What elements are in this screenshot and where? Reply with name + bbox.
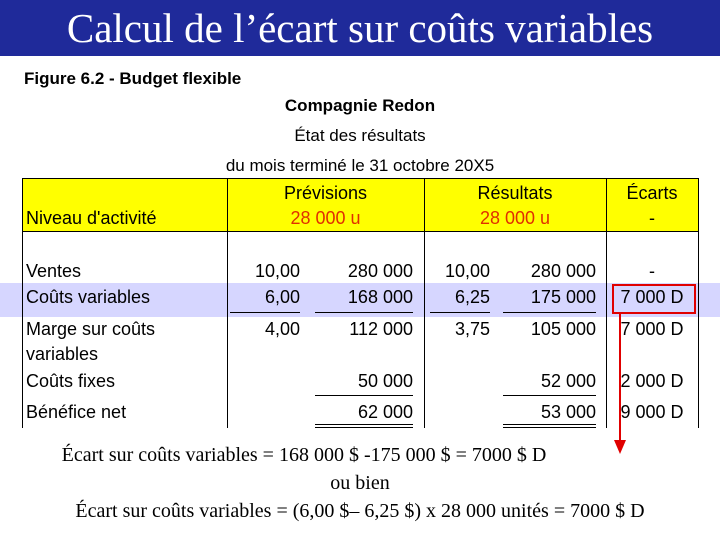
cell-res-unit: 10,00 xyxy=(444,261,490,281)
row-label-couts-fixes: Coûts fixes xyxy=(26,371,116,391)
cell-ecart: 7 000 D xyxy=(620,287,684,307)
statement-title: État des résultats xyxy=(294,126,426,145)
table-right-border xyxy=(698,178,699,428)
table-left-border xyxy=(22,178,23,428)
formula-line-2: ou bien xyxy=(330,472,390,494)
cell-res-unit: 3,75 xyxy=(454,319,490,339)
row-label-benefice-net: Bénéfice net xyxy=(26,402,127,422)
cell-prev-unit: 6,00 xyxy=(264,287,300,307)
subtotal-underline xyxy=(503,312,596,313)
table-top-border xyxy=(22,178,698,179)
cell-res-total: 280 000 xyxy=(530,261,596,281)
total-double-underline xyxy=(315,424,413,425)
cell-prev-unit: 4,00 xyxy=(264,319,300,339)
subtotal-underline xyxy=(230,312,300,313)
cell-res-total: 105 000 xyxy=(530,319,596,339)
subtotal-underline xyxy=(315,395,413,396)
subtotal-underline xyxy=(315,312,413,313)
row-label-marge-line2: variables xyxy=(26,344,99,364)
row-label-couts-variables: Coûts variables xyxy=(26,287,151,307)
cell-res-total: 53 000 xyxy=(540,402,596,422)
cell-res-unit: 6,25 xyxy=(454,287,490,307)
cell-ecart: 9 000 D xyxy=(620,402,684,422)
cell-res-total: 175 000 xyxy=(530,287,596,307)
cell-res-total: 52 000 xyxy=(540,371,596,391)
subtotal-underline xyxy=(503,395,596,396)
cell-prev-total: 62 000 xyxy=(357,402,413,422)
formula-line-1: Écart sur coûts variables = 168 000 $ -175 000 $ = 7000 $ D xyxy=(61,444,547,466)
statement-period: du mois terminé le 31 octobre 20X5 xyxy=(225,156,495,175)
subtotal-underline xyxy=(430,312,490,313)
row-label-ventes: Ventes xyxy=(26,261,82,281)
header-ecarts-dash: - xyxy=(649,208,655,228)
figure-caption: Figure 6.2 - Budget flexible xyxy=(24,69,242,88)
cell-prev-total: 168 000 xyxy=(347,287,413,307)
total-double-underline xyxy=(315,427,413,428)
header-resultats: Résultats xyxy=(477,183,553,203)
row-label-marge: Marge sur coûts xyxy=(26,319,156,339)
company-name: Compagnie Redon xyxy=(284,96,436,115)
highlight-box xyxy=(612,284,696,314)
formula-line-3: Écart sur coûts variables = (6,00 $– 6,25 $) x 28 000 unités = 7000 $ D xyxy=(75,500,645,522)
table-header-border xyxy=(22,231,698,232)
cell-prev-total: 280 000 xyxy=(347,261,413,281)
cell-prev-unit: 10,00 xyxy=(254,261,300,281)
cell-ecart: 2 000 D xyxy=(620,371,684,391)
header-ecarts: Écarts xyxy=(626,183,678,203)
total-double-underline xyxy=(503,427,596,428)
cell-ecart: 7 000 D xyxy=(620,319,684,339)
total-double-underline xyxy=(503,424,596,425)
header-previsions-units: 28 000 u xyxy=(290,208,361,228)
cell-prev-total: 50 000 xyxy=(357,371,413,391)
header-resultats-units: 28 000 u xyxy=(479,208,551,228)
header-previsions: Prévisions xyxy=(283,183,368,203)
cell-ecart: - xyxy=(649,261,655,281)
header-row-label: Niveau d'activité xyxy=(26,208,157,228)
cell-prev-total: 112 000 xyxy=(349,319,413,339)
slide-title: Calcul de l’écart sur coûts variables xyxy=(66,5,654,51)
